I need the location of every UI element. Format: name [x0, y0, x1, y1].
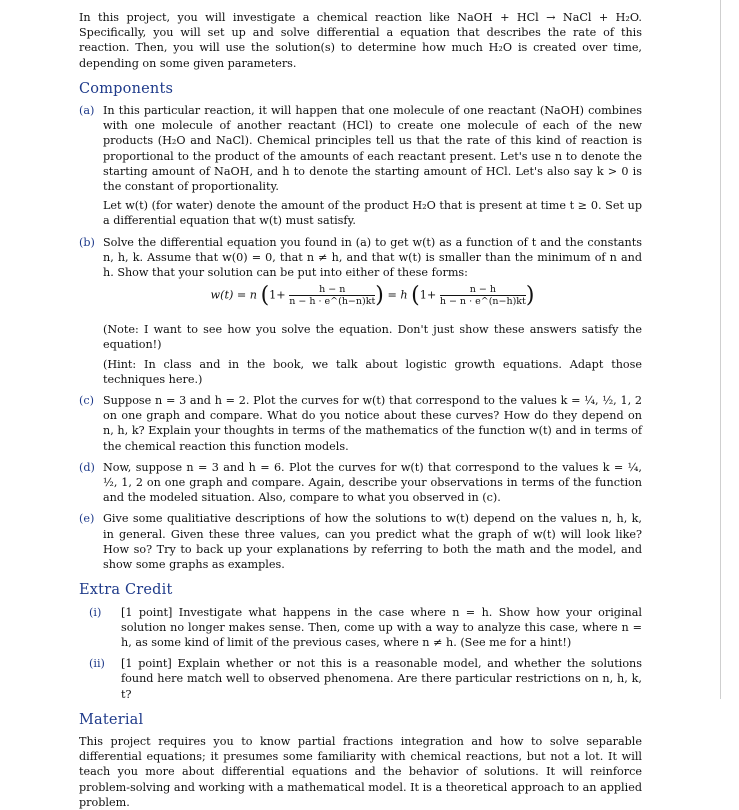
- item-d-label: (d): [79, 460, 95, 474]
- item-a-label: (a): [79, 104, 95, 118]
- item-a: [79, 103, 642, 229]
- item-b-hint: (Hint: In class and in the book, we talk about logistic growth equations. Adapt those techniques here.): [103, 357, 642, 386]
- item-i-p1: [1 point] Investigate what happens in the case where n = h. Show how your original solution no longer makes sense. Then, come up with a way to analyze this case, where n = h, as some kind of limit of the previous cases, where n ≠ h. (See me for a hint!): [121, 605, 642, 649]
- content: [79, 10, 642, 810]
- item-ii: [89, 656, 642, 702]
- eq-num-2: n − h: [440, 284, 526, 296]
- item-c-p1: Suppose n = 3 and h = 2. Plot the curves for w(t) that correspond to the values k = ¼, ½, 1, 2 on one graph and compare. What do you notice about these curves? How do they depend on n, h, k? Explain your thoughts in terms of the mathematics of the function w(t) and in terms of the chemical reaction this function models.: [103, 394, 642, 453]
- item-d-p1: Now, suppose n = 3 and h = 6. Plot the curves for w(t) that correspond to the values k = ¼, ½, 1, 2 on one graph and compare. Again, describe your observations in terms of the function and the modeled situation. Also, compare to what you observed in (c).: [103, 460, 642, 505]
- item-c: [79, 393, 642, 454]
- extra-credit-list: [79, 605, 642, 702]
- eq-num-1: h − n: [289, 284, 375, 296]
- eq-mid: = h: [387, 288, 408, 302]
- item-ii-p1: [1 point] Explain whether or not this is a reasonable model, and whether the solutions found here match well to observed phenomena. Are there particular restrictions on n, h, k, t?: [121, 657, 642, 701]
- eq-lhs: w(t) = n: [210, 288, 258, 302]
- item-c-label: (c): [79, 394, 94, 408]
- item-b: [79, 235, 642, 387]
- eq-fraction-2: [440, 284, 526, 307]
- material-heading: Material: [79, 711, 144, 728]
- item-d: [79, 460, 642, 506]
- item-a-p1: In this particular reaction, it will happen that one molecule of one reactant (NaOH) combines with one molecule of another reactant (HCl) to create one molecule of each of the new products (H₂O and NaCl). Chemical principles tell us that the rate of this kind of reaction is proportional to the product of the amounts of each reactant present. Let's use n to denote the starting amount of NaOH, and h to denote the starting amount of HCl. Let's also say k > 0 is the constant of proportionality.: [103, 104, 642, 194]
- item-a-p2: Let w(t) (for water) denote the amount of the product H₂O that is present at time t ≥ 0. Set up a differential equation that w(t) must satisfy.: [103, 199, 642, 228]
- item-e-p1: Give some qualitiative descriptions of how the solutions to w(t) depend on the values n, h, k, in general. Given these three values, can you predict what the graph of w(t) will look like? How so? Try to back up your explanations by referring to both the math and the model, and show some graphs as examples.: [103, 512, 642, 572]
- item-i-label: (i): [89, 605, 102, 619]
- item-e-label: (e): [79, 512, 95, 526]
- item-i: [89, 605, 642, 651]
- item-b-p1: Solve the differential equation you found in (a) to get w(t) as a function of t and the constants n, h, k. Assume that w(0) = 0, that n ≠ h, and that w(t) is smaller than the minimum of n and h. Show that your solution can be put into either of these forms:: [103, 235, 642, 280]
- intro-paragraph: In this project, you will investigate a chemical reaction like NaOH + HCl → NaCl + H₂O. Specifically, you will set up and solve differential a equation that describes the rate of this reaction. Then, you will use the solution(s) to determine how much H₂O is created over time, depending on some given parameters.: [79, 11, 642, 70]
- item-ii-label: (ii): [89, 657, 105, 671]
- solution-equation: w(t) = n (1+ $\frac{h - n}{n - h \cdot e\^{}(h-n)kt}$ ) = h (1+ $\frac{n - h}{h - n \cdot e\^{}(n-h)kt}$ ): [210, 283, 535, 309]
- eq-den-2: h − n · e^(n−h)kt: [439, 296, 526, 308]
- components-heading: Components: [79, 80, 174, 97]
- item-b-note: (Note: I want to see how you solve the equation. Don't just show these answers satisfy the equation!): [103, 323, 642, 352]
- eq-fraction-1: [289, 284, 375, 307]
- item-b-label: (b): [79, 235, 95, 249]
- item-e: [79, 511, 642, 572]
- page-edge: [720, 0, 721, 699]
- eq-den-1: n − h · e^(h−n)kt: [289, 296, 376, 308]
- material-paragraph: This project requires you to know partial fractions integration and how to solve separable differential equations; it presumes some familiarity with chemical reactions, but not a lot. It will teach you more about differential equations and the behavior of solutions. It will reinforce problem-solving and working with a mathematical model. It is a theoretical approach to an applied problem.: [79, 734, 642, 809]
- extra-credit-heading: Extra Credit: [79, 582, 173, 599]
